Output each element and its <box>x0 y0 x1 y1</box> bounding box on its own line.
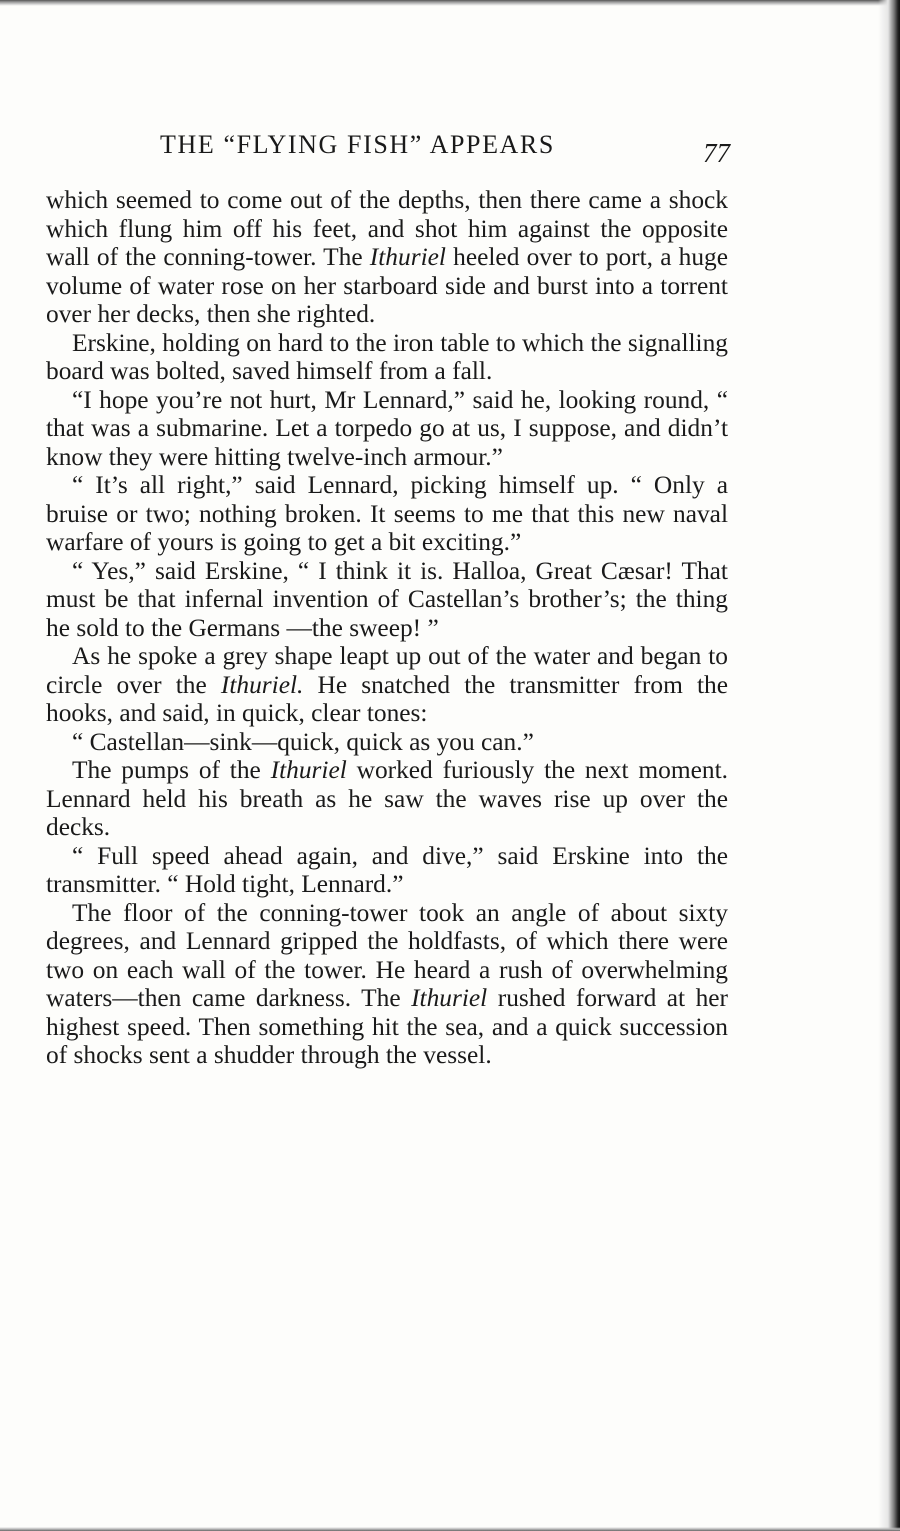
paragraph <box>46 756 728 842</box>
paragraph <box>46 557 728 643</box>
text-run: As he spoke a grey shape leapt up out of the water and began to circle over the <box>46 642 728 699</box>
scan-top-edge <box>0 0 900 6</box>
text-run: “ Castellan—sink—quick, quick as you can.” <box>72 727 534 756</box>
text-run: rushed forward at her highest speed. Then something hit the sea, and a quick succession of shocks sent a shudder through the vessel. <box>46 984 728 1069</box>
text-run: heeled over to port, a huge volume of water rose on her starboard side and burst into a torrent over her decks, then she righted. <box>46 243 729 328</box>
scan-right-edge <box>878 0 900 1531</box>
paragraph <box>46 842 728 899</box>
text-run: He snatched the transmitter from the hooks, and said, in quick, clear tones: <box>46 670 728 727</box>
text-run: The floor of the conning-tower took an angle of about sixty degrees, and Lennard gripped the holdfasts, of which there were two on each wall of the tower. He heard a rush of overwhelming waters—then came darkness. The <box>46 898 728 1012</box>
body-text <box>46 186 728 1070</box>
italic-run: Ithuriel <box>369 243 446 271</box>
text-run: Erskine, holding on hard to the iron table to which the signalling board was bolted, saved himself from a fall. <box>46 328 728 385</box>
paragraph <box>46 471 728 557</box>
text-run: worked furiously the next moment. Lennard held his breath as he saw the waves rise up over the decks. <box>46 756 728 841</box>
italic-run: Ithuriel <box>411 984 488 1012</box>
scan-bottom-edge <box>0 1527 900 1531</box>
paragraph <box>46 329 728 386</box>
italic-run: Ithuriel. <box>220 670 304 699</box>
text-run: “ It’s all right,” said Lennard, picking himself up. “ Only a bruise or two; nothing broken. It seems to me that this new naval warfare of yours is going to get a bit exciting.” <box>46 471 728 556</box>
page-header <box>46 128 730 172</box>
paragraph <box>46 642 728 728</box>
paragraph <box>46 386 728 472</box>
text-run: which seemed to come out of the depths, then there came a shock which flung him off his feet, and shot him against the opposite wall of the conning-tower. The <box>46 186 728 271</box>
italic-run: Ithuriel <box>270 756 347 784</box>
text-run: “ Full speed ahead again, and dive,” said Erskine into the transmitter. “ Hold tight, Lennard.” <box>46 841 728 898</box>
paragraph <box>46 186 728 329</box>
running-title: THE “FLYING FISH” APPEARS <box>160 130 555 159</box>
paragraph <box>46 899 728 1070</box>
text-run: The pumps of the <box>72 756 271 784</box>
page-number: 77 <box>703 138 730 168</box>
text-run: “ Yes,” said Erskine, “ I think it is. Halloa, Great Cæsar! That must be that infernal invention of Castellan’s brother’s; the thing he sold to the Germans —the sweep! ” <box>46 556 728 642</box>
text-run: “I hope you’re not hurt, Mr Lennard,” said he, looking round, “ that was a submarine. Let a torpedo go at us, I suppose, and didn’t know they were hitting twelve-inch armour.” <box>46 385 728 471</box>
paragraph <box>46 728 728 757</box>
